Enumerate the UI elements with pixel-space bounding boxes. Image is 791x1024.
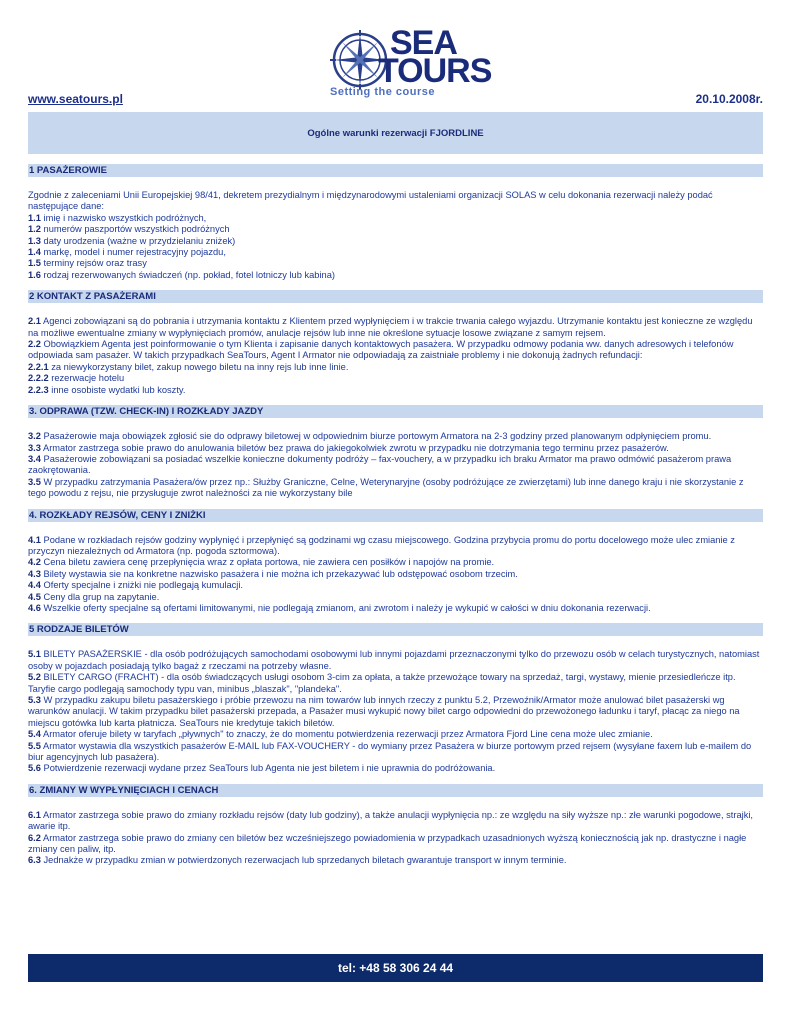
clause-number: 4.3 [28,568,41,579]
clause [28,535,763,558]
clause-number: 4.2 [28,557,41,568]
clause [28,649,763,672]
clause [28,810,763,833]
clause-number: 1.3 [28,235,41,246]
document-date: 20.10.2008r. [695,92,763,106]
clause [28,580,763,591]
clause-text: Armator zastrzega sobie prawo do zmiany rozkładu rejsów (daty lub godziny), a także anulacji wypłynięcia np.: ze względu na siły wyższe np.: złe warunki pogodowe, strajki, awarie itp. [28,809,754,832]
section [28,623,763,774]
clause-text: Bilety wystawia sie na konkretne nazwisko pasażera i nie można ich przekazywać lub odstępować osobom trzecim. [40,568,518,579]
section [28,405,763,499]
clause-text: Armator wystawia dla wszystkich pasażerów E-MAIL lub FAX-VOUCHERY - do wymiany przez Pasażera w biurze portowym przed rejsem (wysyłane faxem lub e-mailem do biur agencyjnych lub pasażera). [28,740,752,763]
document-body [28,164,763,876]
clause [28,592,763,603]
clause [28,729,763,740]
clause-number: 4.5 [28,591,41,602]
clause-text: Armator zastrzega sobie prawo do zmiany cen biletów bez wcześniejszego powiadomienia w przypadkach uzasadnionych wyższą koniecznością jak np. drastyczne i nagłe zmiany cen paliw, itp. [28,832,747,855]
section [28,509,763,615]
clause [28,443,763,454]
clause-text: Ceny dla grup na zapytanie. [40,591,160,602]
clause [28,855,763,866]
clause [28,224,763,235]
section-heading: 3. ODPRAWA (TZW. CHECK-IN) I ROZKŁADY JAZDY [28,405,763,418]
clause-number: 1.6 [28,269,41,280]
clause-text: inne osobiste wydatki lub koszty. [48,384,186,395]
clause [28,247,763,258]
clause-text: Obowiązkiem Agenta jest poinformowanie o tym Klienta i zapisanie danych kontaktowych pasażera. W przypadku odmowy podania ww. danych adresowych i telefonów odpowiada sam pasażer. W takich przypadkach SeaTours, Agent I Armator nie odpowiadają za zaistniałe problemy i nie dokonują żadnych refundacji: [28,339,734,361]
clause [28,373,763,384]
clause-number: 6.2 [28,832,41,843]
section-heading: 4. ROZKŁADY REJSÓW, CENY I ZNIŻKI [28,509,763,522]
clause [28,385,763,396]
clause-number: 5.5 [28,740,41,751]
clause-text: numerów paszportów wszystkich podróżnych [40,224,230,235]
clause-text: rodzaj rezerwowanych świadczeń (np. pokład, fotel lotniczy lub kabina) [40,269,335,280]
clause-number: 5.4 [28,729,41,740]
clause-number: 5.3 [28,695,41,705]
section-heading: 2 KONTAKT Z PASAŻERAMI [28,290,763,303]
clause-text: imię i nazwisko wszystkich podróżnych, [40,212,207,223]
clause-text: Wszelkie oferty specjalne są ofertami limitowanymi, nie podlegają zmianom, ani zwrotom i należy je wykupić w całości w dniu dokonania rezerwacji. [40,602,651,613]
seatours-logo [326,24,492,102]
header-line [28,92,763,106]
clause-number: 2.2.2 [28,373,49,384]
clause-text: W przypadku zatrzymania Pasażera/ów przez np.: Służby Graniczne, Celne, Weterynaryjne (osoby podróżujące ze zwierzętami) lub inne danego kraju i nie skorzystanie z tego powodu z rejsu, nie przysługuje zwrot należności za nie wykorzystany bile [28,476,744,499]
clause-number: 1.4 [28,247,41,258]
clause-number: 3.3 [28,442,41,453]
clause-number: 2.1 [28,316,41,327]
clause-number: 6.1 [28,809,41,820]
document-title: Ogólne warunki rezerwacji FJORDLINE [28,112,763,154]
clause-text: Oferty specjalne i zniżki nie podlegają kumulacji. [40,580,243,591]
clause-text: Potwierdzenie rezerwacji wydane przez SeaTours lub Agenta nie jest biletem i nie uprawnia do podróżowania. [40,763,496,774]
section [28,290,763,396]
clause [28,603,763,614]
clause-text: markę, model i numer rejestracyjny pojazdu, [40,247,226,258]
clause-text: Pasażerowie maja obowiązek zgłosić sie do odprawy biletowej w odpowiednim biurze portowym Armatora na 2-3 godziny przed planowanym odpłynięciem promu. [40,431,712,442]
clause-text: BILETY PASAŻERSKIE - dla osób podróżujących samochodami osobowymi lub innymi pojazdami przeznaczonymi tylko do przewozu osób w celach turystycznych, natomiast osoby w pojazdach posiadają tylko bagaż z rzeczami na potrzeby własne. [28,649,760,671]
clause-number: 3.4 [28,453,41,464]
footer-phone: tel: +48 58 306 24 44 [28,954,763,982]
clause-number: 5.1 [28,649,41,660]
clause-number: 2.2.1 [28,361,49,372]
clause-number: 4.4 [28,580,41,591]
clause-number: 1.1 [28,212,41,223]
clause-text: daty urodzenia (ważne w przydzielaniu zniżek) [40,235,236,246]
clause [28,258,763,269]
clause-number: 5.2 [28,672,41,683]
clause-number: 1.5 [28,258,41,269]
section-heading: 6. ZMIANY W WYPŁYNIĘCIACH I CENACH [28,784,763,797]
logo-word-tours: TOURS [378,52,492,90]
clause-text: rezerwacje hotelu [48,373,125,384]
section-heading: 5 RODZAJE BILETÓW [28,623,763,636]
clause [28,270,763,281]
clause [28,213,763,224]
clause-number: 1.2 [28,224,41,235]
clause-number: 3.5 [28,476,41,487]
clause-text: BILETY CARGO (FRACHT) - dla osób świadczących usługi osobom 3-cim za opłata, a także przewożące towary na sprzedaż, targi, wystawy, mienie przesiedleńcze itp. Taryfie cargo podlegają samochody typu van, minibus „blaszak", "plandeka". [28,672,736,694]
clause [28,454,763,477]
clause [28,339,763,362]
clause-text: Armator oferuje bilety w taryfach „pływnych" to znaczy, że do momentu potwierdzenia rezerwacji przez Armatora Fjord Line cena może ulec zmianie. [40,729,653,740]
clause [28,763,763,774]
clause [28,557,763,568]
clause [28,431,763,442]
clause [28,362,763,373]
clause [28,695,763,729]
section [28,164,763,281]
clause-text: Armator zastrzega sobie prawo do anulowania biletów bez prawa do jakiegokolwiek zwrotu w przypadku nie dotrzymania tego terminu przez pasażerów. [40,442,669,453]
clause-text: Jednakże w przypadku zmian w potwierdzonych rezerwacjach lub sprzedanych biletach gwarantuje transport w innym terminie. [40,855,567,866]
clause-number: 3.2 [28,431,41,442]
website-link[interactable]: www.seatours.pl [28,92,123,106]
clause [28,477,763,500]
clause-text: Podane w rozkładach rejsów godziny wypłynięć i przepłynięć są godzinami wg czasu miejscowego. Godzina przybycia promu do portu docelowego może ulec zmianie z przyczyn niezależnych od Armatora (np. pogoda sztormowa). [28,534,735,556]
clause-number: 2.2 [28,339,41,350]
clause-text: za niewykorzystany bilet, zakup nowego biletu na inny rejs lub inne linie. [48,361,349,372]
clause [28,190,763,213]
clause [28,741,763,764]
clause [28,316,763,339]
clause [28,236,763,247]
clause-text: terminy rejsów oraz trasy [40,258,147,269]
section [28,784,763,867]
clause-text: W przypadku zakupu biletu pasażerskiego i próbie przewozu na nim towarów lub innych rzeczy z punktu 5.2, Przewoźnik/Armator może anulować bilet pasażerski wg warunków anulacji. W takim przypadku bilet pasażerski przepada, a Pasażer musi wykupić nowy bilet cargo odpowiedni do przewożonego ładunku i taryf, płacąc za niego na miejscu gotówka lub karta płatnicza. SeaTours nie kredytuje takich biletów. [28,695,740,728]
logo-tagline: Setting the course [330,86,435,98]
clause-text: Zgodnie z zaleceniami Unii Europejskiej 98/41, dekretem prezydialnym i międzynarodowymi ustaleniami organizacji SOLAS w celu dokonania rezerwacji należy podać następujące dane: [28,190,713,212]
clause-number: 4.6 [28,602,41,613]
clause-text: Agenci zobowiązani są do pobrania i utrzymania kontaktu z Klientem przed wypłynięciem i w trakcie trwania całego wyjazdu. Utrzymanie kontaktu jest konieczne ze względu na możliwe ewentualne zmiany w wypłynięciach promów, anulacje rejsów lub inne nie określone sytuacje losowe związane z samym rejsem. [28,316,753,338]
clause-text: Pasażerowie zobowiązani sa posiadać wszelkie konieczne dokumenty podróży – fax-vouchery, a w przypadku ich braku Armator ma prawo odmówić pasażerom prawa zaokrętowania. [28,453,732,476]
clause [28,569,763,580]
section-heading: 1 PASAŻEROWIE [28,164,763,177]
clause-text: Cena biletu zawiera cenę przepłynięcia wraz z opłata portowa, nie zawiera cen posiłków i napojów na promie. [40,557,495,568]
clause [28,833,763,856]
clause-number: 2.2.3 [28,384,49,395]
clause-number: 5.6 [28,763,41,774]
clause [28,672,763,695]
logo-word-sea: SEA [390,24,457,62]
clause-number: 4.1 [28,534,41,545]
clause-number: 6.3 [28,855,41,866]
